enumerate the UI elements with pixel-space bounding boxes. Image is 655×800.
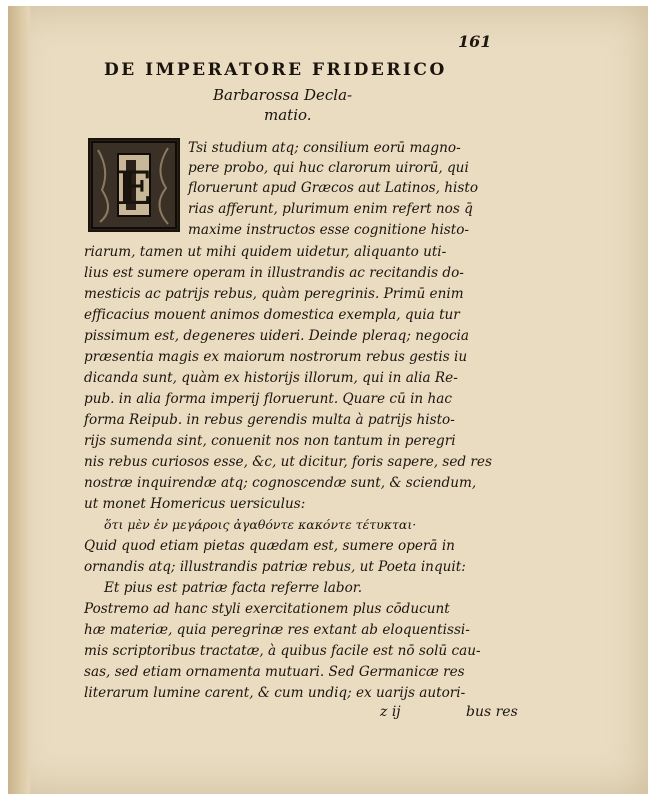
body-line: præsentia magis ex maiorum nostrorum rebus gestis iu [84,349,468,365]
body-line: mis scriptoribus tractatæ, à quibus facile est nō solū cau- [84,643,481,659]
body-line: efficacius mouent animos domestica exempla, quia tur [84,307,460,323]
body-line: pub. in alia forma imperij floruerunt. Quare cū in hac [84,391,452,407]
body-line: nostræ inquirendæ atq; cognoscendæ sunt, & sciendum, [84,475,477,491]
initial-ornament-icon [90,140,178,230]
chapter-heading: DE IMPERATORE FRIDERICO [104,60,447,80]
body-line: forma Reipub. in rebus gerendis multa à patrijs histo- [84,412,455,428]
svg-text:E: E [116,161,152,215]
body-line: pissimum est, degeneres uideri. Deinde pleraq; negocia [84,328,469,344]
greek-quotation: ὅτι μὲν ἐν μεγάροις ἀγαθόντε κακόντε τέτυκται· [104,517,417,532]
body-line: dicanda sunt, quàm ex historijs illorum, qui in alia Re- [84,370,458,386]
body-line: Tsi studium atq; consilium eorū magno- [188,140,461,156]
body-line: riarum, tamen ut mihi quidem uidetur, aliquanto uti- [84,244,447,260]
body-line: hæ materiæ, quia peregrinæ res extant ab eloquentissi- [84,622,470,638]
subheading-line-1: Barbarossa Decla- [213,86,353,104]
body-line: rijs sumenda sint, conuenit nos non tantum in peregri [84,433,456,449]
body-line: literarum lumine carent, & cum undiq; ex uarijs autori- [84,685,466,701]
body-line: Quid quod etiam pietas quædam est, sumere operā in [84,538,455,554]
body-line: nis rebus curiosos esse, &c, ut dicitur, foris sapere, sed res [84,454,492,470]
latin-quotation: Et pius est patriæ facta referre labor. [104,580,363,596]
body-line: floruerunt apud Græcos aut Latinos, histo [188,180,479,196]
body-line: sas, sed etiam ornamenta mutuari. Sed Germanicæ res [84,664,465,680]
decorated-initial [88,138,180,232]
subheading-line-2: matio. [264,106,312,124]
catchword: bus res [466,704,518,720]
body-line: rias afferunt, plurimum enim refert nos q̄ [188,201,473,217]
signature-mark: z ij [380,704,401,720]
body-line: pere probo, qui huc clarorum uirorū, qui [188,160,469,176]
body-line: Postremo ad hanc styli exercitationem plus cōducunt [84,601,450,617]
body-line: ornandis atq; illustrandis patriæ rebus, ut Poeta inquit: [84,559,466,575]
body-line: lius est sumere operam in illustrandis ac recitandis do- [84,265,464,281]
body-line: ut monet Homericus uersiculus: [84,496,306,512]
body-line: mesticis ac patrijs rebus, quàm peregrinis. Primū enim [84,286,464,302]
body-line: maxime instructos esse cognitione histo- [188,222,470,238]
page-gutter [8,6,30,794]
folio-number: 161 [458,32,492,51]
